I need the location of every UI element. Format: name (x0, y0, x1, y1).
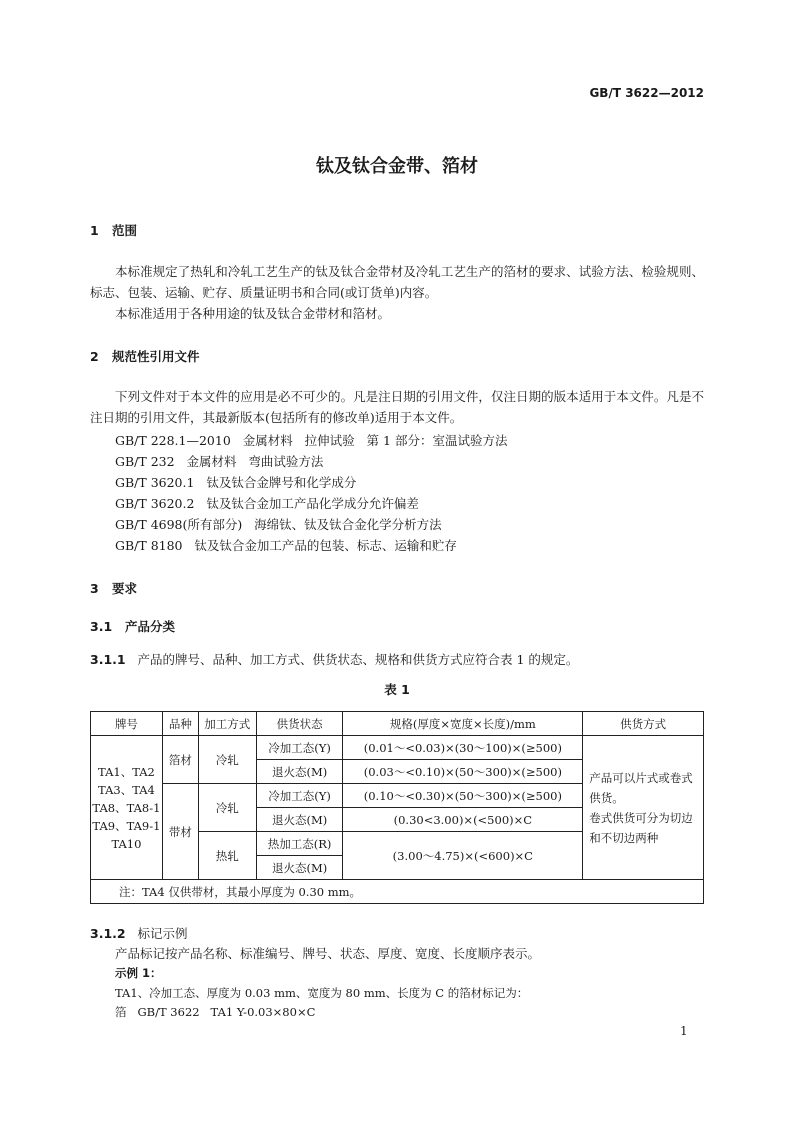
spec-cell: (0.01～<0.03)×(30～100)×(≥500) (343, 736, 583, 760)
scope-paragraph-1: 本标准规定了热轧和冷轧工艺生产的钛及钛合金带材及冷轧工艺生产的箔材的要求、试验方法、检验规则、标志、包装、运输、贮存、质量证明书和合同(或订货单)内容。 (90, 264, 704, 300)
spec-cell: (0.03～<0.10)×(50～300)×(≥500) (343, 760, 583, 784)
reference-item: GB/T 8180 钛及钛合金加工产品的包装、标志、运输和贮存 (115, 538, 457, 553)
section-text: 产品的牌号、品种、加工方式、供货状态、规格和供货方式应符合表 1 的规定。 (137, 652, 579, 667)
grade-line: TA1、TA2 (98, 764, 155, 779)
state-cell: 冷加工态(Y) (256, 784, 343, 808)
supply-method-cell (583, 736, 704, 880)
section-title: 范围 (112, 223, 138, 238)
reference-item: GB/T 232 金属材料 弯曲试验方法 (115, 454, 324, 469)
reference-item: GB/T 3620.2 钛及钛合金加工产品化学成分允许偏差 (115, 496, 419, 511)
section-number: 3 (90, 581, 99, 596)
table-row (91, 736, 704, 760)
process-cell: 热轧 (198, 832, 256, 880)
variety-cell: 带材 (162, 784, 198, 880)
page-number: 1 (680, 1024, 688, 1038)
state-cell: 退火态(M) (256, 760, 343, 784)
state-cell: 退火态(M) (256, 808, 343, 832)
state-cell: 退火态(M) (256, 856, 343, 880)
supply-line: 产品可以片式或卷式 (589, 770, 693, 785)
state-cell: 热加工态(R) (256, 832, 343, 856)
state-cell: 冷加工态(Y) (256, 736, 343, 760)
section-number: 3.1.2 (90, 926, 126, 941)
variety-cell: 箔材 (162, 736, 198, 784)
example-text: TA1、冷加工态、厚度为 0.03 mm、宽度为 80 mm、长度为 C 的箔材标记为： (115, 986, 529, 1000)
standard-code: GB/T 3622—2012 (589, 86, 704, 100)
example-label: 示例 1： (115, 966, 162, 980)
section-title: 产品分类 (125, 619, 176, 634)
grade-line: TA10 (111, 836, 142, 851)
scope-paragraph-2: 本标准适用于各种用途的钛及钛合金带材和箔材。 (115, 306, 391, 321)
section-number: 3.1 (90, 619, 113, 634)
table-note-row (91, 880, 704, 904)
section-title: 要求 (112, 581, 138, 596)
grade-line: TA3、TA4 (98, 782, 155, 797)
grade-line: TA9、TA9-1 (92, 818, 161, 833)
table-caption: 表 1 (384, 682, 410, 697)
table-header-cell: 供货状态 (256, 712, 343, 736)
spec-cell: (0.30<3.00)×(<500)×C (343, 808, 583, 832)
grade-cell (91, 736, 163, 880)
marking-description: 产品标记按产品名称、标准编号、牌号、状态、厚度、宽度、长度顺序表示。 (115, 946, 541, 961)
example-mark: 箔 GB/T 3622 TA1 Y-0.03×80×C (115, 1005, 316, 1019)
spec-cell: (0.10～<0.30)×(50～300)×(≥500) (343, 784, 583, 808)
table-header-cell: 牌号 (91, 712, 163, 736)
section-1-heading (90, 221, 137, 239)
spec-cell: (3.00～4.75)×(<600)×C (343, 832, 583, 880)
table-header-cell: 规格(厚度×宽度×长度)/mm (343, 712, 583, 736)
reference-item: GB/T 4698(所有部分) 海绵钛、钛及钛合金化学分析方法 (115, 517, 442, 532)
section-3-1-heading (90, 617, 175, 635)
section-title: 规范性引用文件 (112, 349, 200, 364)
table-header-cell: 加工方式 (198, 712, 256, 736)
product-spec-table (90, 711, 704, 904)
table-note: 注：TA4 仅供带材，其最小厚度为 0.30 mm。 (91, 880, 704, 904)
grade-line: TA8、TA8-1 (92, 800, 161, 815)
section-3-1-1 (90, 650, 578, 668)
table-header-cell: 供货方式 (583, 712, 704, 736)
section-title: 标记示例 (137, 926, 188, 941)
section-2-heading (90, 347, 200, 365)
table-header-row (91, 712, 704, 736)
reference-item: GB/T 228.1—2010 金属材料 拉伸试验 第 1 部分：室温试验方法 (115, 433, 508, 448)
supply-line: 供货。 (589, 790, 624, 805)
supply-line: 和不切边两种 (589, 830, 659, 845)
section-3-1-2-heading (90, 924, 188, 942)
section-number: 1 (90, 223, 99, 238)
section-number: 2 (90, 349, 99, 364)
section-3-heading (90, 579, 137, 597)
reference-item: GB/T 3620.1 钛及钛合金牌号和化学成分 (115, 475, 357, 490)
process-cell: 冷轧 (198, 736, 256, 784)
table-header-cell: 品种 (162, 712, 198, 736)
section-number: 3.1.1 (90, 652, 126, 667)
document-title: 钛及钛合金带、箔材 (316, 156, 478, 177)
process-cell: 冷轧 (198, 784, 256, 832)
supply-line: 卷式供货可分为切边 (589, 810, 693, 825)
references-intro: 下列文件对于本文件的应用是必不可少的。凡是注日期的引用文件，仅注日期的版本适用于本文件。凡是不注日期的引用文件，其最新版本(包括所有的修改单)适用于本文件。 (90, 389, 704, 425)
